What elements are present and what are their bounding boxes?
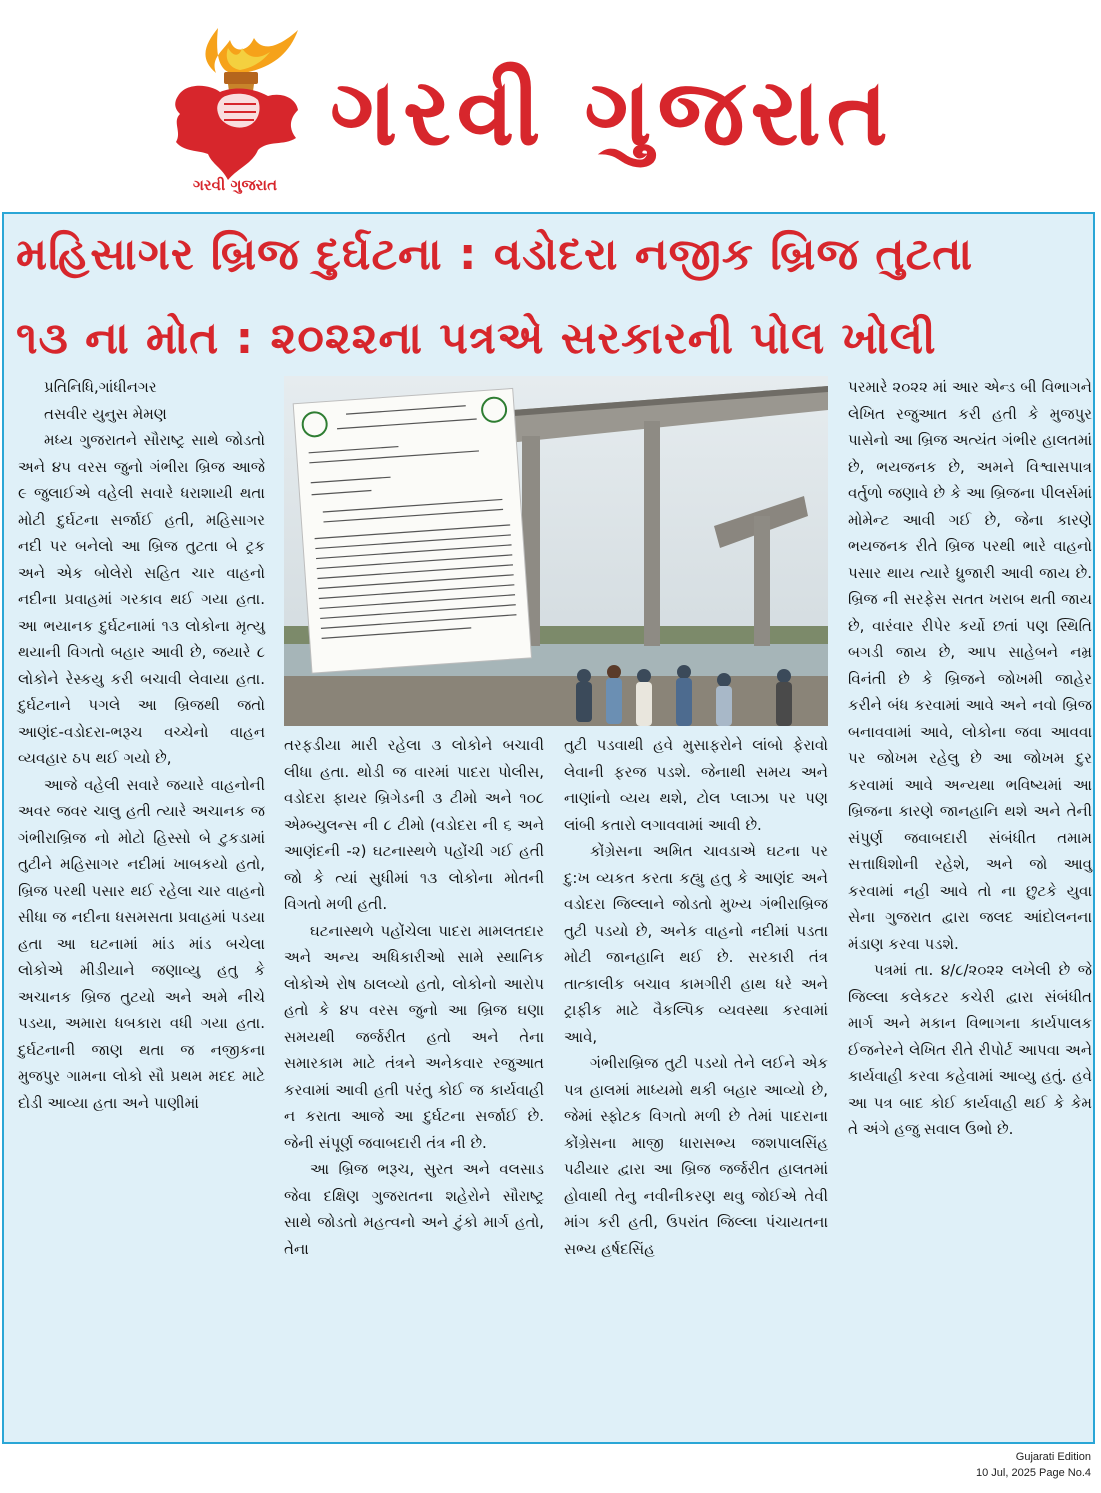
byline-photo: તસવીર યુનુસ મેમણ bbox=[44, 404, 167, 423]
torch-map-logo-icon bbox=[158, 18, 318, 198]
article-column-1 bbox=[18, 374, 265, 1116]
paragraph: તુટી પડવાથી હવે મુસાફરોને લાંબો ફેરાવો લેવાની ફરજ પડશે. જેનાથી સમય અને નાણાંનો વ્યય થશે, ટોલ પ્લાઝા પર પણ લાંબી કતારો લગાવવામાં આવી છે. bbox=[564, 736, 828, 834]
paragraph: કોંગ્રેસના અમિત ચાવડાએ ઘટના પર દુ:ખ વ્યકત કરતા કહ્યુ હતુ કે આણંદ અને વડોદરા જિલ્લાને જોડતો મુખ્ય ગંભીરાબ્રિજ તુટી પડયો છે, અનેક વાહનો નદીમાં પડતા મોટી જાનહાનિ થઈ છે. સરકારી તંત્ર તાત્કાલીક બચાવ કામગીરી હાથ ધરે અને ટ્રાફીક માટે વૈકલ્પિક વ્યવસ્થા કરવામાં આવે, bbox=[564, 842, 828, 1046]
byline-reporter: પ્રતિનિધિ,ગાંધીનગર bbox=[44, 378, 157, 396]
article-column-4 bbox=[848, 374, 1092, 1143]
paragraph: ઘટનાસ્થળે પહોંચેલા પાદરા મામલતદાર અને અન્ય અધિકારીઓ સામે સ્થાનિક લોકોએ રોષ ઠાલવ્યો હતો, લોકોનો આરોપ હતો કે ૪૫ વરસ જુનો આ બ્રિજ ઘણા સમયથી જર્જરીત હતો અને તેના સમારકામ માટે તંત્રને અનેકવાર રજુઆત કરવામાં આવી હતી પરંતુ કોઈ જ કાર્યવાહી ન કરાતા આજે આ દુર્ઘટના સર્જાઈ છે. જેની સંપૂર્ણ જવાબદારી તંત્ર ની છે. bbox=[284, 921, 544, 1152]
paragraph: આ બ્રિજ ભરૂચ, સુરત અને વલસાડ જેવા દક્ષિણ ગુજરાતના શહેરોને સૌરાષ્ટ્ર સાથે જોડતો મહત્વનો અને ટુંકો માર્ગ હતો, તેના bbox=[284, 1160, 544, 1258]
brand-title: ગરવી ગુજરાત bbox=[330, 59, 894, 166]
bridge-collapse-photo bbox=[284, 376, 828, 726]
date-page-label: 10 Jul, 2025 Page No.4 bbox=[976, 1467, 1091, 1479]
page-footer bbox=[976, 1449, 1091, 1481]
article-column-2 bbox=[284, 732, 544, 1262]
headline-line-2: ૧૩ ના મોત : ૨૦૨૨ના પત્રએ સરકારની પોલ ખોલી bbox=[16, 313, 937, 364]
edition-label: Gujarati Edition bbox=[1015, 1451, 1091, 1463]
masthead bbox=[0, 0, 1101, 212]
paragraph: આજે વહેલી સવારે જયારે વાહનોની અવર જવર ચાલુ હતી ત્યારે અચાનક જ ગંભીરાબ્રિજ નો મોટો હિસ્સો બે ટુકડામાં તુટીને મહિસાગર નદીમાં ખાબકયો હતો, બ્રિજ પરથી પસાર થઈ રહેલા ચાર વાહનો સીધા જ નદીના ધસમસતા પ્રવાહમાં પડયા હતા આ ઘટનામાં માંડ માંડ બચેલા લોકોએ મીડીયાને જણાવ્યુ હતુ કે અચાનક બ્રિજ તુટયો અને અમે નીચે પડયા, અમારા ધબકારા વધી ગયા હતા. દુર્ઘટનાની જાણ થતા જ નજીકના મુજપુર ગામના લોકો સૌ પ્રથમ મદદ માટે દોડી આવ્યા હતા અને પાણીમાં bbox=[18, 775, 265, 1112]
logo-caption: ગરવી ગુજરાત bbox=[192, 176, 278, 194]
paragraph: પત્રમાં તા. ૪/૮/૨૦૨૨ લખેલી છે જે જિલ્લા કલેકટર કચેરી દ્વારા સંબંધીત માર્ગ અને મકાન વિભાગના કાર્યપાલક ઈજનેરને લેખિત રીતે રીપોર્ટ આપવા અને કાર્યવાહી કરવા કહેવામાં આવ્યુ હતું. હવે આ પત્ર બાદ કોઈ કાર્યવાહી થઈ કે કેમ તે અંગે હજુ સવાલ ઉભો છે. bbox=[848, 961, 1092, 1138]
article-column-3 bbox=[564, 732, 828, 1262]
headline-line-1: મહિસાગર બ્રિજ દુર્ઘટના : વડોદરા નજીક બ્રિજ તુટતા bbox=[16, 229, 974, 280]
paragraph: મધ્ય ગુજરાતને સૌરાષ્ટ્ર સાથે જોડતો અને ૪૫ વરસ જુનો ગંભીરા બ્રિજ આજે ૯ જુલાઈએ વહેલી સવારે ધરાશાયી થતા મોટી દુર્ઘટના સર્જાઈ હતી, મહિસાગર નદી પર બનેલો આ બ્રિજ તુટતા બે ટ્રક અને એક બોલેરો સહિત ચાર વાહનો નદીના પ્રવાહમાં ગરકાવ થઈ ગયા હતા. આ ભયાનક દુર્ઘટનામાં ૧૩ લોકોના મૃત્યુ થયાની વિગતો બહાર આવી છે, જયારે ૮ લોકોને રેસ્કયુ કરી બચાવી લેવાયા હતા. દુર્ઘટનાને પગલે આ બ્રિજથી જતો આણંદ-વડોદરા-ભરૂચ વચ્ચેનો વાહન વ્યવહાર ઠપ થઈ ગયો છે, bbox=[18, 431, 265, 767]
paragraph: તરફડીયા મારી રહેલા ૩ લોકોને બચાવી લીધા હતા. થોડી જ વારમાં પાદરા પોલીસ, વડોદરા ફાયર બ્રિગેડની ૩ ટીમો અને ૧૦૮ એમ્બ્યુલન્સ ની ૮ ટીમો (વડોદરા ની ૬ અને આણંદની -૨) ઘટનાસ્થળે પહોંચી ગઈ હતી જો કે ત્યાં સુધીમાં ૧૩ લોકોના મોતની વિગતો મળી હતી. bbox=[284, 736, 544, 913]
paragraph: પરમારે ૨૦૨૨ માં આર એન્ડ બી વિભાગને લેખિત રજુઆત કરી હતી કે મુજપુર પાસેનો આ બ્રિજ અત્યંત ગંભીર હાલતમાં છે, ભયજનક છે, અમને વિશ્વાસપાત્ર વર્તુળો જણાવે છે કે આ બ્રિજના પીલર્સમાં મોમેન્ટ આવી ગઈ છે, જેના કારણે ભયજનક રીતે બ્રિજ પરથી ભારે વાહનો પસાર થાય ત્યારે ધ્રુજારી આવી જાય છે. બ્રિજ ની સરફેસ સતત ખરાબ થતી જાય છે, વારંવાર રીપેર કર્યો છતાં પણ સ્થિતિ બગડી જાય છે, આપ સાહેબને નમ્ર વિનંતી છે કે બ્રિજને જોખમી જાહેર કરીને બંધ કરવામાં આવે અને નવો બ્રિજ બનાવવામાં આવે, લોકોના જવા આવવા પર જોખમ રહેલુ છે આ જોખમ દુર કરવામાં આવે અન્યથા ભવિષ્યમાં આ બ્રિજના કારણે જાનહાનિ થશે અને તેની સંપુર્ણ જવાબદારી સંબંધીત તમામ સત્તાધિશોની રહેશે, અને જો આવુ કરવામાં નહી આવે તો ના છુટકે યુવા સેના ગુજરાત દ્વારા જલદ આંદોલનના મંડાણ કરવા પડશે. bbox=[848, 378, 1092, 953]
paragraph: ગંભીરાબ્રિજ તુટી પડયો તેને લઈને એક પત્ર હાલમાં માધ્યમો થકી બહાર આવ્યો છે, જેમાં સ્ફોટક વિગતો મળી છે તેમાં પાદરાના કોંગ્રેસના માજી ધારાસભ્ય જશપાલસિંહ પઢીયાર દ્વારા આ બ્રિજ જર્જરીત હાલતમાં હોવાથી તેનુ નવીનીકરણ થવુ જોઈએ તેવી માંગ કરી હતી, ઉપરાંત જિલ્લા પંચાયતના સભ્ય હર્ષદસિંહ bbox=[564, 1054, 828, 1258]
